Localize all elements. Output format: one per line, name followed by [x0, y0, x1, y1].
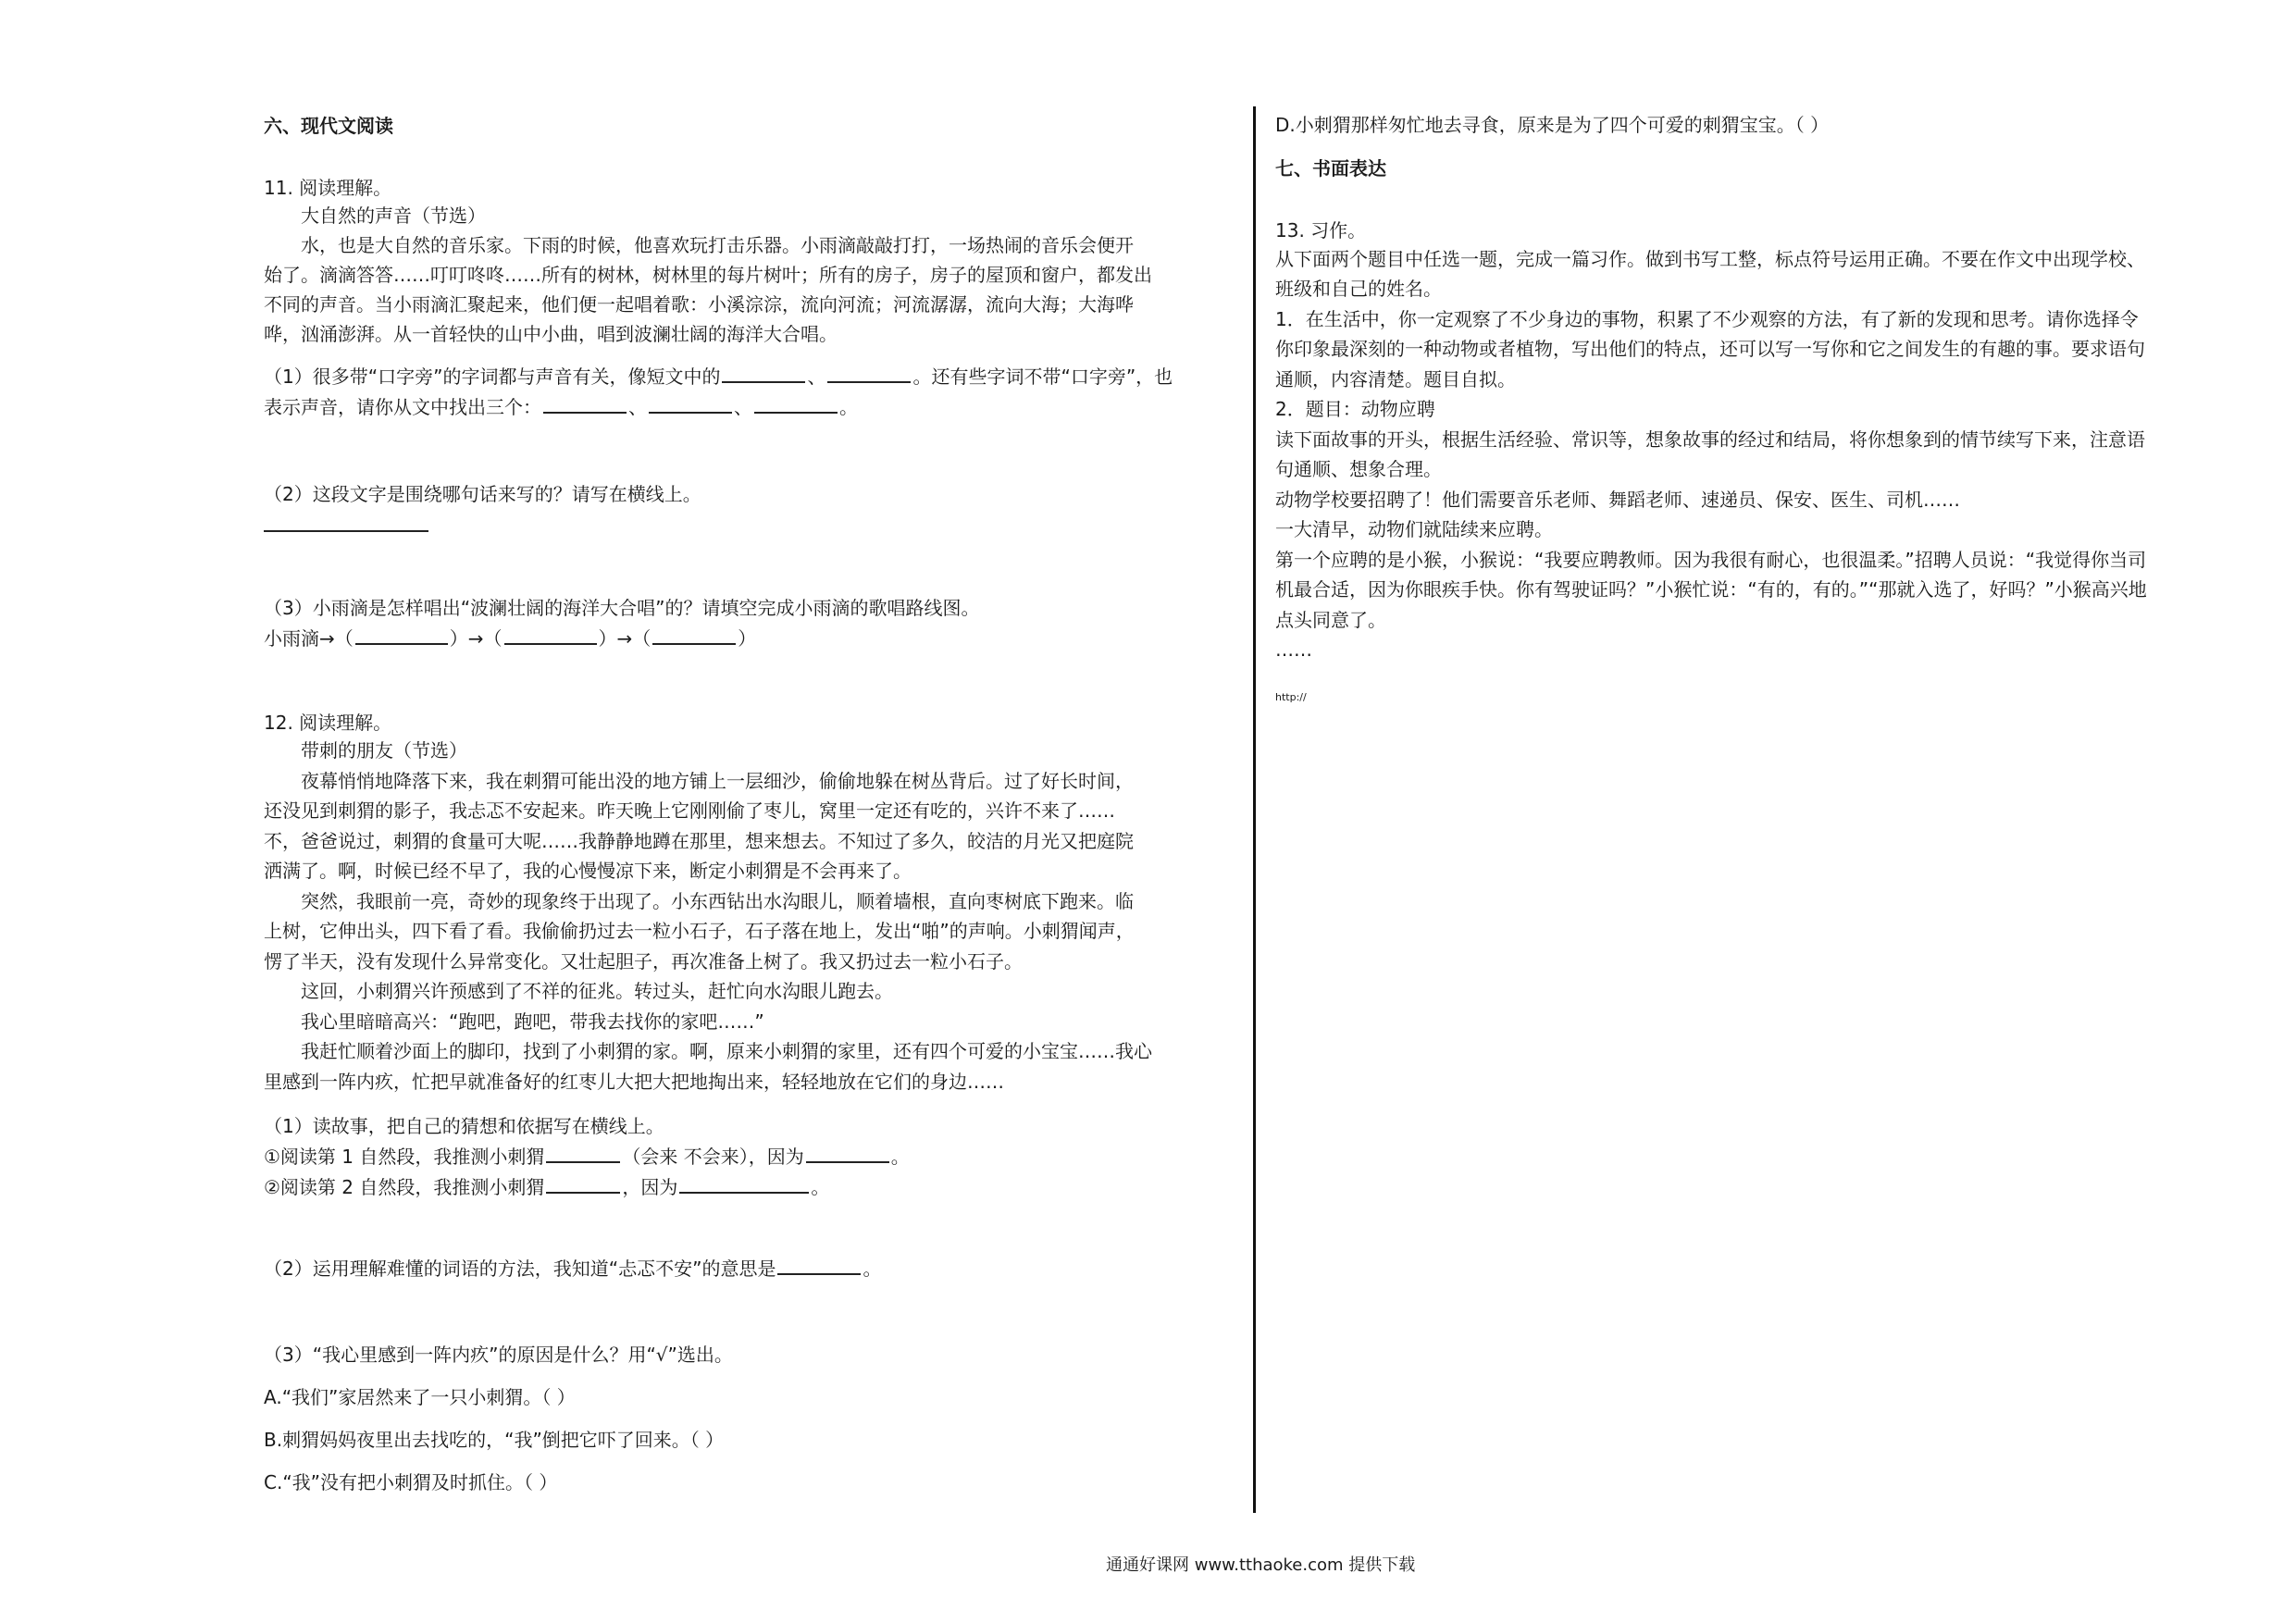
q12-passage-line: 里感到一阵内疚，忙把早就准备好的红枣儿大把大把地掏出来，轻轻地放在它们的身边…… [264, 1071, 1004, 1093]
q13-line: 句通顺、想象合理。 [1275, 458, 1442, 480]
option-a[interactable]: A.“我们”家居然来了一只小刺猬。（ ） [264, 1386, 576, 1408]
answer-blank[interactable] [679, 1175, 809, 1194]
answer-blank[interactable] [543, 395, 627, 414]
answer-blank[interactable] [827, 365, 911, 383]
q13-line: 2．题目：动物应聘 [1275, 398, 1435, 420]
q12-passage-line: 洒满了。啊，时候已经不早了，我的心慢慢凉下来，断定小刺猬是不会再来了。 [264, 860, 912, 882]
q12-passage-line: 我赶忙顺着沙面上的脚印，找到了小刺猬的家。啊，原来小刺猬的家里，还有四个可爱的小宝宝……我心 [301, 1040, 1152, 1062]
q13-line: 动物学校要招聘了！他们需要音乐老师、舞蹈老师、速递员、保安、医生、司机…… [1275, 489, 1960, 511]
section-six-heading: 六、现代文阅读 [264, 115, 393, 137]
q12-passage-title: 带刺的朋友（节选） [301, 739, 467, 762]
q11-passage-line: 水，也是大自然的音乐家。下雨的时候，他喜欢玩打击乐器。小雨滴敲敲打打，一场热闹的音乐会便开 [301, 234, 1134, 256]
q12-sub1-item1: ①阅读第 1 自然段，我推测小刺猬 （会来 不会来），因为 。 [264, 1146, 910, 1168]
q11-passage-title: 大自然的声音（节选） [301, 204, 486, 227]
answer-blank[interactable] [546, 1145, 620, 1163]
q12-passage-line: 愣了半天，没有发现什么异常变化。又壮起胆子，再次准备上树了。我又扔过去一粒小石子。 [264, 950, 1023, 973]
q12-passage-line: 上树，它伸出头，四下看了看。我偷偷扔过去一粒小石子，石子落在地上，发出“啪”的声响。小刺猬闻声， [264, 920, 1135, 942]
q12-sub2: （2）运用理解难懂的词语的方法，我知道“忐忑不安”的意思是 。 [264, 1258, 882, 1280]
q13-line: 1．在生活中，你一定观察了不少身边的事物，积累了不少观察的方法，有了新的发现和思考。请你选择令 [1275, 308, 2139, 330]
q11-sub1-line2: 表示声音，请你从文中找出三个： 、 、 。 [264, 396, 858, 418]
q12-sub1-item2: ②阅读第 2 自然段，我推测小刺猬 ，因为 。 [264, 1176, 830, 1198]
q13-line: …… [1275, 638, 1312, 661]
q13-line: 第一个应聘的是小猴，小猴说：“我要应聘教师。因为我很有耐心，也很温柔。”招聘人员说：“我觉得你当司 [1275, 549, 2147, 571]
page-footer: 通通好课网 www.tthaoke.com 提供下载 [1106, 1555, 1416, 1575]
q11-sub3: （3）小雨滴是怎样唱出“波澜壮阔的海洋大合唱”的？请填空完成小雨滴的歌唱路线图。 [264, 597, 980, 619]
q13-line: 机最合适，因为你眼疾手快。你有驾驶证吗？”小猴忙说：“有的，有的。”“那就入选了，好吗？”小猴高兴地 [1275, 578, 2147, 601]
answer-blank[interactable] [652, 626, 736, 645]
q12-passage-line: 不，爸爸说过，刺猬的食量可大呢……我静静地蹲在那里，想来想去。不知过了多久，皎洁的月光又把庭院 [264, 830, 1134, 852]
q12-sub3: （3）“我心里感到一阵内疚”的原因是什么？用“√”选出。 [264, 1344, 733, 1366]
q12-heading: 12. 阅读理解。 [264, 712, 392, 734]
q12-passage-line: 我心里暗暗高兴：“跑吧，跑吧，带我去找你的家吧……” [301, 1010, 764, 1033]
column-divider [1253, 106, 1256, 1513]
q12-passage-line: 这回，小刺猬兴许预感到了不祥的征兆。转过头，赶忙向水沟眼儿跑去。 [301, 980, 893, 1002]
q12-passage-line: 突然，我眼前一亮，奇妙的现象终于出现了。小东西钻出水沟眼儿，顺着墙根，直向枣树底下跑来。临 [301, 890, 1134, 912]
answer-blank[interactable] [649, 395, 732, 414]
option-b[interactable]: B.刺猬妈妈夜里出去找吃的，“我”倒把它吓了回来。（ ） [264, 1429, 725, 1451]
answer-blank[interactable] [504, 626, 597, 645]
q11-heading: 11. 阅读理解。 [264, 177, 392, 199]
q12-passage-line: 夜幕悄悄地降落下来，我在刺猬可能出没的地方铺上一层细沙，偷偷地躲在树丛背后。过了好长时间， [301, 770, 1134, 792]
q12-sub1: （1）读故事，把自己的猜想和依据写在横线上。 [264, 1115, 664, 1137]
q13-line: 从下面两个题目中任选一题，完成一篇习作。做到书写工整，标点符号运用正确。不要在作文中出现学校、 [1275, 248, 2145, 270]
q13-line: 通顺，内容清楚。题目自拟。 [1275, 368, 1516, 390]
q13-line: 班级和自己的姓名。 [1275, 278, 1442, 300]
answer-blank[interactable] [754, 395, 838, 414]
q11-passage-line: 哗，汹涌澎湃。从一首轻快的山中小曲，唱到波澜壮阔的海洋大合唱。 [264, 323, 838, 345]
answer-line[interactable] [264, 530, 428, 532]
q13-line: 点头同意了。 [1275, 609, 1386, 631]
q11-sub2: （2）这段文字是围绕哪句话来写的？请写在横线上。 [264, 483, 701, 505]
option-c[interactable]: C.“我”没有把小刺猬及时抓住。（ ） [264, 1471, 558, 1493]
answer-blank[interactable] [355, 626, 448, 645]
q13-line: 一大清早，动物们就陆续来应聘。 [1275, 518, 1553, 540]
q11-route-line: 小雨滴→（ ）→（ ）→（ ） [264, 627, 757, 650]
q12-passage-line: 还没见到刺猬的影子，我忐忑不安起来。昨天晚上它刚刚偷了枣儿，窝里一定还有吃的，兴许不来了…… [264, 799, 1115, 822]
url-text: http:// [1275, 691, 1307, 703]
q13-line: 你印象最深刻的一种动物或者植物，写出他们的特点，还可以写一写你和它之间发生的有趣的事。要求语句 [1275, 338, 2145, 360]
answer-blank[interactable] [546, 1175, 620, 1194]
q11-passage-line: 始了。滴滴答答……叮叮咚咚……所有的树林，树林里的每片树叶；所有的房子，房子的屋顶和窗户，都发出 [264, 264, 1152, 286]
answer-blank[interactable] [722, 365, 805, 383]
q13-line: 读下面故事的开头，根据生活经验、常识等，想象故事的经过和结局，将你想象到的情节续写下来，注意语 [1275, 428, 2145, 451]
q11-passage-line: 不同的声音。当小雨滴汇聚起来，他们便一起唱着歌：小溪淙淙，流向河流；河流潺潺，流向大海；大海哗 [264, 293, 1134, 316]
answer-blank[interactable] [806, 1145, 889, 1163]
answer-blank[interactable] [777, 1257, 861, 1275]
q13-heading: 13. 习作。 [1275, 219, 1367, 242]
q11-sub1-line1: （1）很多带“口字旁”的字词都与声音有关，像短文中的 、 。还有些字词不带“口字旁”，也 [264, 365, 1173, 388]
option-d[interactable]: D.小刺猬那样匆忙地去寻食，原来是为了四个可爱的刺猬宝宝。（ ） [1275, 114, 1830, 136]
section-seven-heading: 七、书面表达 [1275, 157, 1386, 180]
